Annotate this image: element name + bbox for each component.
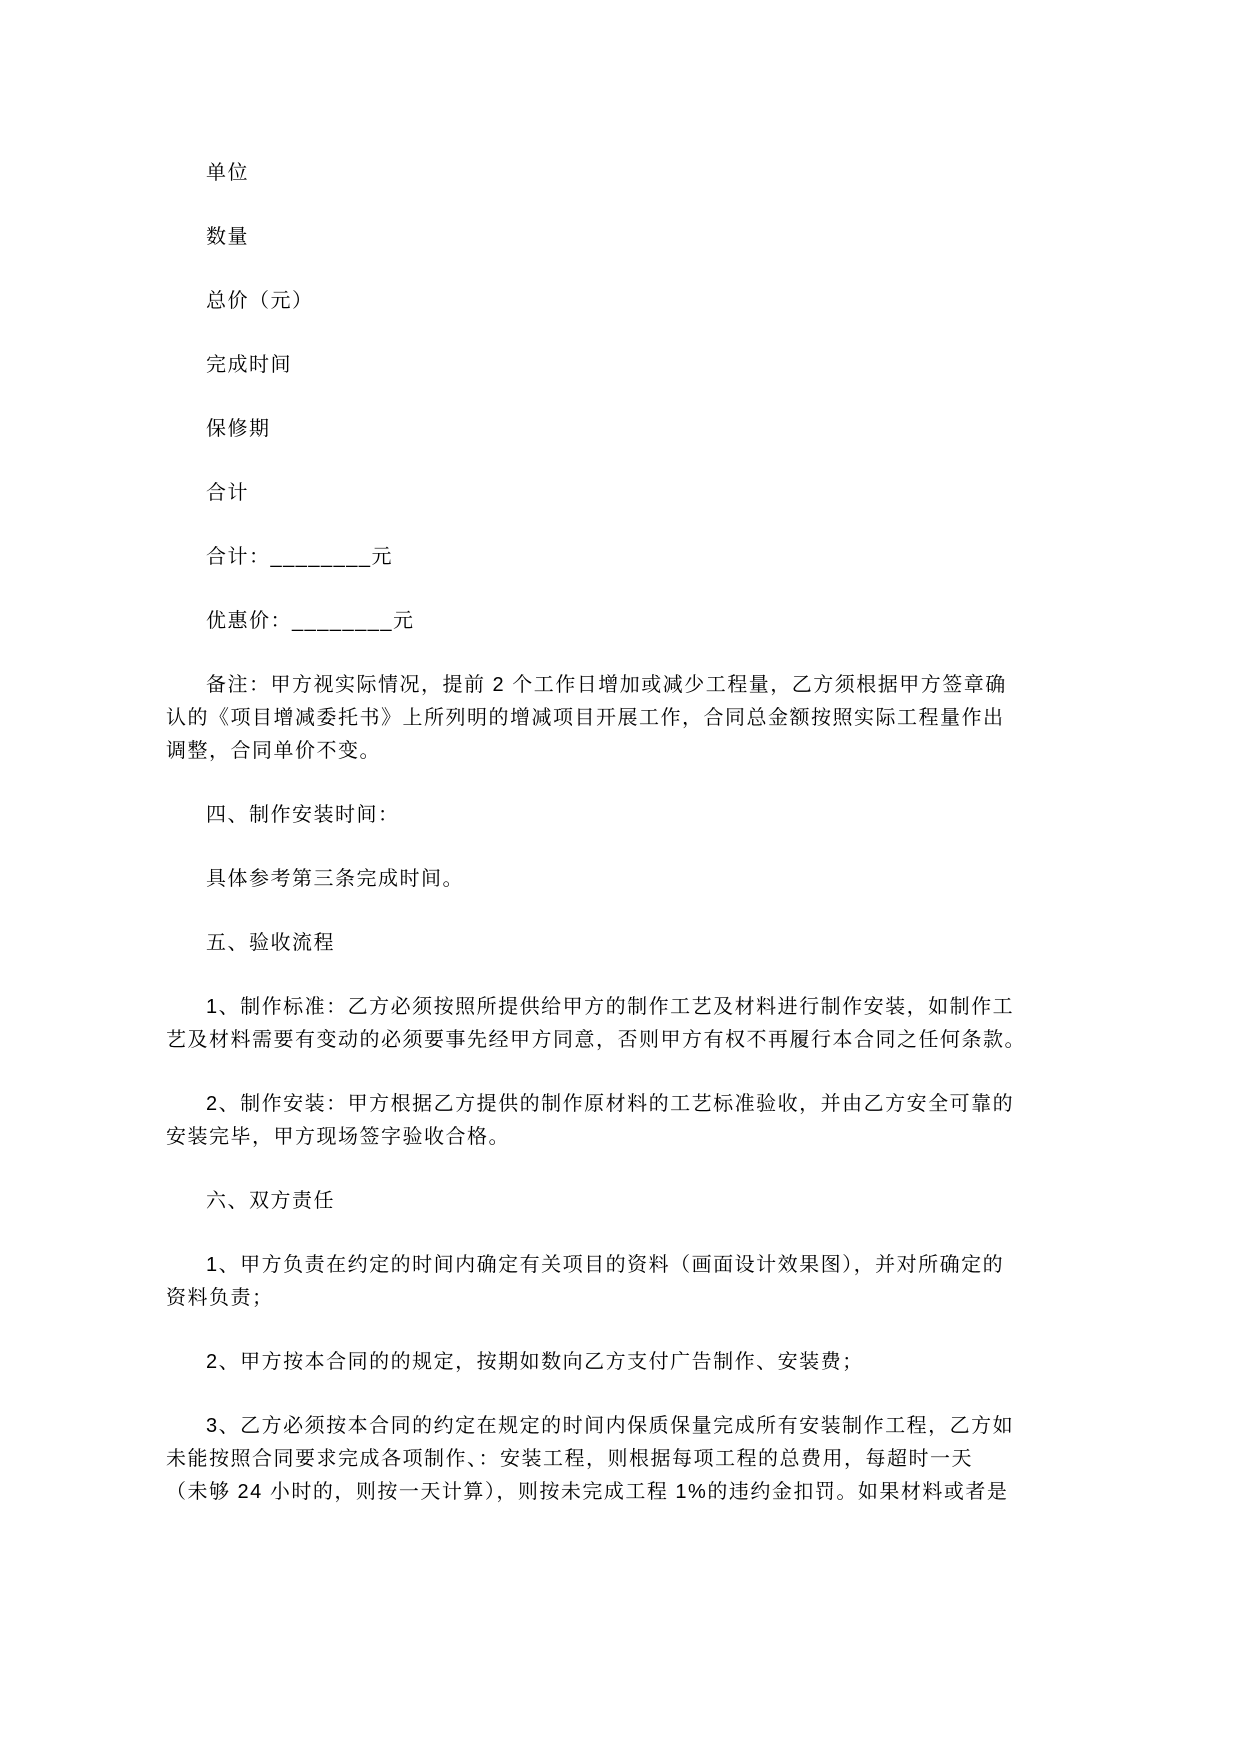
- text-line: （未够 24 小时的，则按一天计算），则按未完成工程 1%的违约金扣罚。如果材料或者是: [166, 1481, 1009, 1503]
- text-line: 资料负责；: [166, 1287, 274, 1309]
- text-line: 单位: [206, 162, 249, 184]
- text-line: 具体参考第三条完成时间。: [206, 868, 464, 890]
- text-line: 未能按照合同要求完成各项制作、：安装工程，则根据每项工程的总费用，每超时一天: [166, 1448, 973, 1470]
- paragraph-label-total-price: [166, 285, 1080, 318]
- paragraph-field-total-amount: [166, 541, 1080, 574]
- paragraph-section-6-item-2: [166, 1346, 1080, 1379]
- text-line: 合计: [206, 482, 249, 504]
- text-line: 调整，合同单价不变。: [166, 740, 381, 762]
- paragraph-section-6-item-3: [166, 1410, 1080, 1509]
- text-line: 备注：甲方视实际情况，提前 2 个工作日增加或减少工程量，乙方须根据甲方签章确: [206, 674, 1007, 696]
- paragraph-section-6-item-1: [166, 1249, 1080, 1315]
- text-line: 认的《项目增减委托书》上所列明的增减项目开展工作，合同总金额按照实际工程量作出: [166, 707, 1005, 729]
- text-line: 合计：________元: [206, 546, 393, 568]
- paragraph-label-quantity: [166, 221, 1080, 254]
- paragraph-label-unit: [166, 157, 1080, 190]
- text-line: 优惠价：________元: [206, 610, 415, 632]
- text-line: 2、甲方按本合同的的规定，按期如数向乙方支付广告制作、安装费；: [206, 1351, 864, 1373]
- paragraph-section-5-heading: [166, 927, 1080, 960]
- paragraph-label-subtotal: [166, 477, 1080, 510]
- paragraph-remarks-note: [166, 669, 1080, 768]
- contract-body: [166, 157, 1080, 1509]
- paragraph-section-4-body: [166, 863, 1080, 896]
- text-line: 四、制作安装时间：: [206, 804, 400, 826]
- paragraph-section-5-item-1: [166, 991, 1080, 1057]
- text-line: 完成时间: [206, 354, 292, 376]
- text-line: 1、制作标准：乙方必须按照所提供给甲方的制作工艺及材料进行制作安装，如制作工: [206, 996, 1015, 1018]
- text-line: 六、双方责任: [206, 1190, 335, 1212]
- paragraph-field-discount-price: [166, 605, 1080, 638]
- paragraph-section-4-heading: [166, 799, 1080, 832]
- text-line: 五、验收流程: [206, 932, 335, 954]
- text-line: 安装完毕，甲方现场签字验收合格。: [166, 1126, 510, 1148]
- text-line: 艺及材料需要有变动的必须要事先经甲方同意，否则甲方有权不再履行本合同之任何条款。: [166, 1029, 1026, 1051]
- paragraph-label-completion-time: [166, 349, 1080, 382]
- paragraph-section-6-heading: [166, 1185, 1080, 1218]
- text-line: 保修期: [206, 418, 271, 440]
- text-line: 2、制作安装：甲方根据乙方提供的制作原材料的工艺标准验收，并由乙方安全可靠的: [206, 1093, 1015, 1115]
- text-line: 总价（元）: [206, 290, 314, 312]
- text-line: 数量: [206, 226, 249, 248]
- text-line: 3、乙方必须按本合同的约定在规定的时间内保质保量完成所有安装制作工程，乙方如: [206, 1415, 1015, 1437]
- paragraph-label-warranty-period: [166, 413, 1080, 446]
- paragraph-section-5-item-2: [166, 1088, 1080, 1154]
- text-line: 1、甲方负责在约定的时间内确定有关项目的资料（画面设计效果图），并对所确定的: [206, 1254, 1005, 1276]
